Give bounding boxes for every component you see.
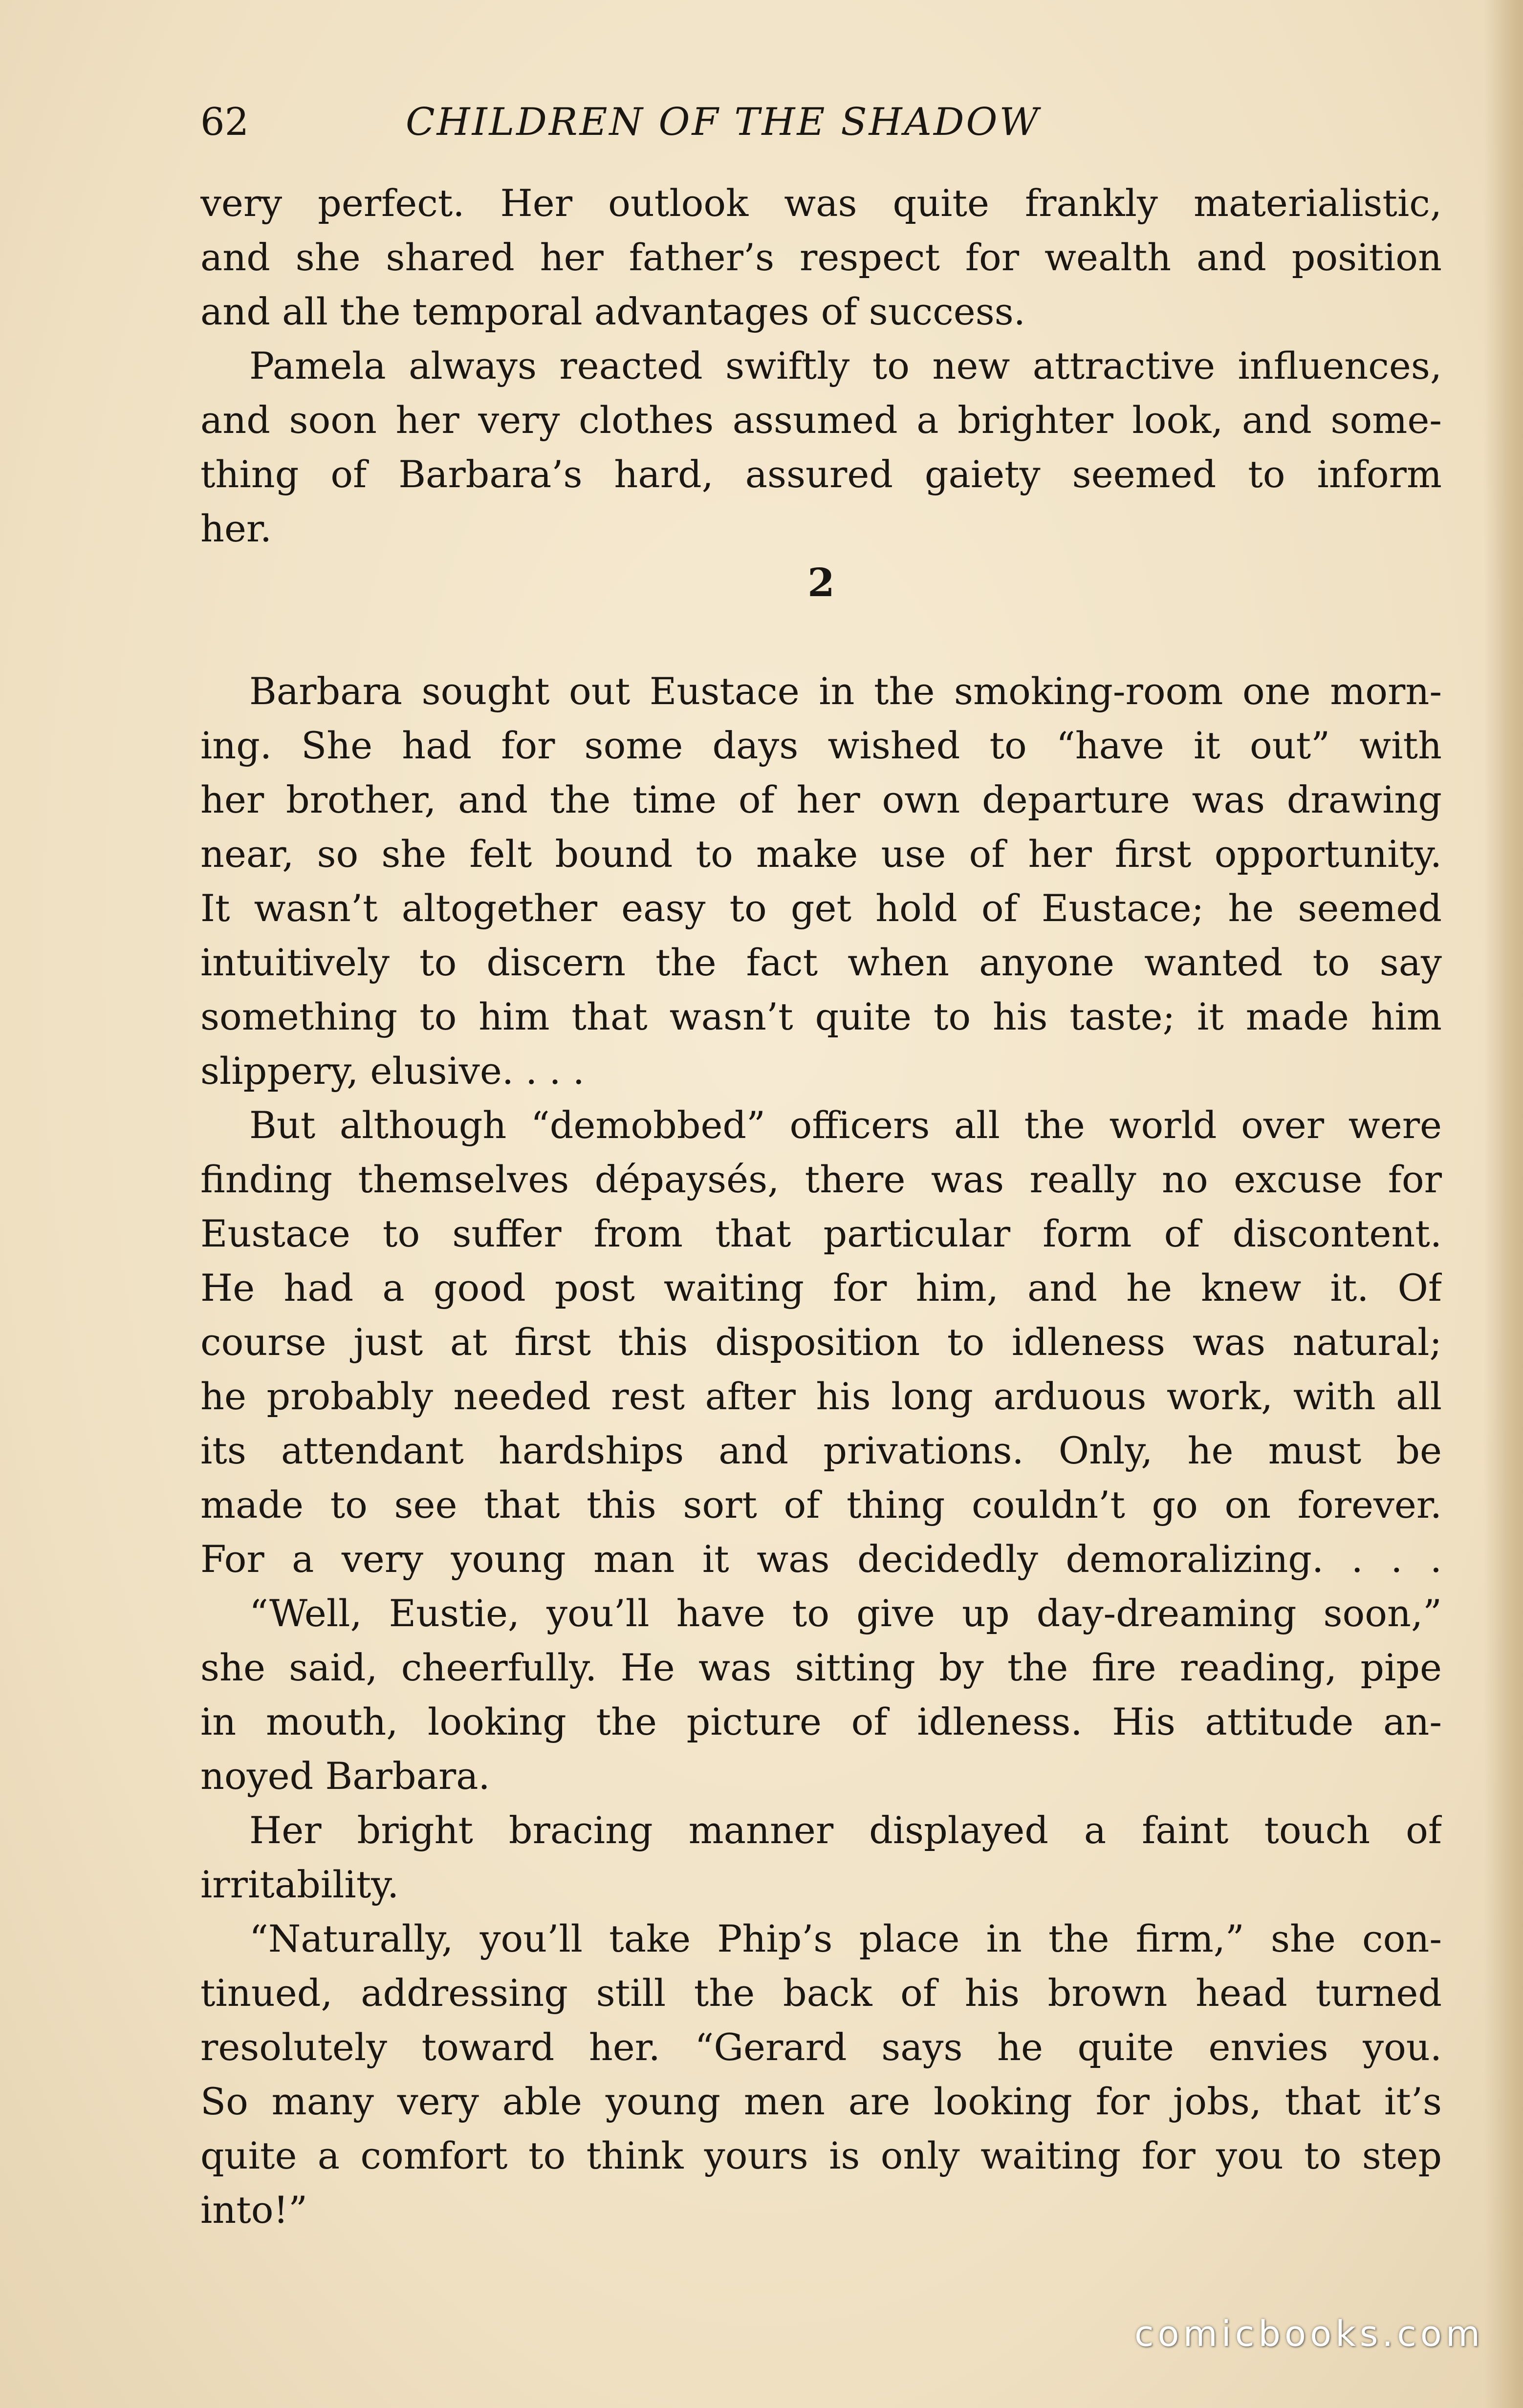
text-line: “Naturally, you’ll take Phip’s place in the firm,” she con- xyxy=(249,1917,1442,1960)
text-line: her brother, and the time of her own departure was drawing xyxy=(200,778,1442,821)
text-line: It wasn’t altogether easy to get hold of Eustace; he seemed xyxy=(200,886,1442,930)
text-line: noyed Barbara. xyxy=(200,1754,490,1798)
text-line: For a very young man it was decidedly demoralizing. . . . xyxy=(200,1537,1442,1581)
text-line: finding themselves dépaysés, there was really no excuse for xyxy=(200,1158,1442,1201)
text-line: into!” xyxy=(200,2188,307,2232)
page-edge-shadow xyxy=(1484,0,1523,2408)
text-line: in mouth, looking the picture of idleness. His attitude an- xyxy=(200,1700,1442,1743)
text-line: He had a good post waiting for him, and he knew it. Of xyxy=(200,1266,1442,1310)
text-line: he probably needed rest after his long arduous work, with all xyxy=(200,1375,1442,1418)
text-line: Her bright bracing manner displayed a faint touch of xyxy=(249,1808,1442,1852)
text-line: something to him that wasn’t quite to his taste; it made him xyxy=(200,995,1442,1038)
text-line: and soon her very clothes assumed a brighter look, and some- xyxy=(200,398,1442,442)
text-line: its attendant hardships and privations. Only, he must be xyxy=(200,1429,1442,1472)
text-line: tinued, addressing still the back of his brown head turned xyxy=(200,1971,1442,2015)
text-line: her. xyxy=(200,507,272,550)
text-line: slippery, elusive. . . . xyxy=(200,1049,585,1093)
text-line: “Well, Eustie, you’ll have to give up day-dreaming soon,” xyxy=(249,1591,1442,1635)
text-line: Barbara sought out Eustace in the smoking-room one morn- xyxy=(249,669,1442,713)
text-line: very perfect. Her outlook was quite frankly materialistic, xyxy=(200,181,1442,225)
text-line: she said, cheerfully. He was sitting by the fire reading, pipe xyxy=(200,1646,1442,1689)
text-line: Eustace to suffer from that particular form of discontent. xyxy=(200,1212,1442,1255)
text-line: thing of Barbara’s hard, assured gaiety seemed to inform xyxy=(200,452,1442,496)
section-number: 2 xyxy=(807,559,835,605)
text-line: near, so she felt bound to make use of her first opportunity. xyxy=(200,832,1442,876)
text-line: So many very able young men are looking for jobs, that it’s xyxy=(200,2080,1442,2123)
text-line: But although “demobbed” officers all the world over were xyxy=(249,1103,1442,1147)
running-head: CHILDREN OF THE SHADOW xyxy=(406,100,1041,144)
text-line: ing. She had for some days wished to “have it out” with xyxy=(200,724,1442,767)
text-line: and all the temporal advantages of success. xyxy=(200,290,1025,333)
site-watermark: comicbooks.com xyxy=(1134,2313,1484,2354)
body-text xyxy=(200,176,1442,2237)
text-line: Pamela always reacted swiftly to new attractive influences, xyxy=(249,344,1442,387)
text-line: and she shared her father’s respect for wealth and position xyxy=(200,236,1442,279)
text-line: intuitively to discern the fact when anyone wanted to say xyxy=(200,941,1442,984)
page-header xyxy=(200,88,1442,156)
text-line: resolutely toward her. “Gerard says he quite envies you. xyxy=(200,2025,1442,2069)
text-line: irritability. xyxy=(200,1863,399,1906)
text-line: made to see that this sort of thing couldn’t go on forever. xyxy=(200,1483,1442,1526)
page-number: 62 xyxy=(200,100,249,144)
text-line: quite a comfort to think yours is only waiting for you to step xyxy=(200,2134,1442,2177)
text-line: course just at first this disposition to idleness was natural; xyxy=(200,1320,1442,1364)
